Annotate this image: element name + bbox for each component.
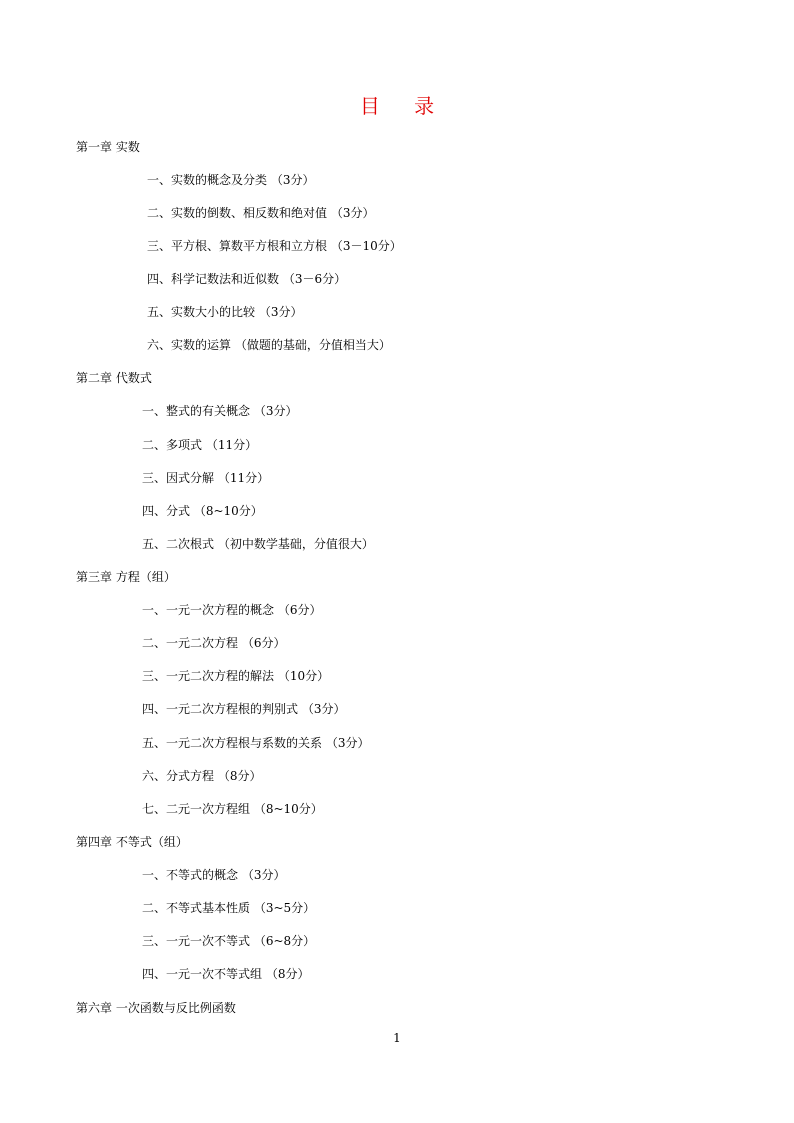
toc-item: 二、不等式基本性质 （3~5分） xyxy=(142,901,316,915)
page-number: 1 xyxy=(393,1031,401,1045)
chapter-heading: 第四章 不等式（组） xyxy=(76,835,188,849)
page-title: 目 录 xyxy=(359,94,449,118)
toc-item: 五、一元二次方程根与系数的关系 （3分） xyxy=(142,736,370,750)
toc-item: 四、一元二次方程根的判别式 （3分） xyxy=(142,702,346,716)
toc-item: 四、科学记数法和近似数 （3－6分） xyxy=(147,272,347,286)
toc-item: 一、一元一次方程的概念 （6分） xyxy=(142,603,322,617)
chapter-heading: 第三章 方程（组） xyxy=(76,570,176,584)
toc-item: 一、整式的有关概念 （3分） xyxy=(142,404,298,418)
toc-item: 二、一元二次方程 （6分） xyxy=(142,636,286,650)
toc-item: 五、实数大小的比较 （3分） xyxy=(147,305,303,319)
toc-item: 六、分式方程 （8分） xyxy=(142,769,262,783)
toc-item: 三、一元一次不等式 （6~8分） xyxy=(142,934,316,948)
chapter-heading: 第六章 一次函数与反比例函数 xyxy=(76,1001,236,1015)
chapter-heading: 第一章 实数 xyxy=(76,140,140,154)
toc-item: 六、实数的运算 （做题的基础，分值相当大） xyxy=(147,338,391,352)
toc-item: 四、一元一次不等式组 （8分） xyxy=(142,967,310,981)
toc-item: 三、一元二次方程的解法 （10分） xyxy=(142,669,330,683)
toc-item: 五、二次根式 （初中数学基础，分值很大） xyxy=(142,537,374,551)
toc-item: 二、多项式 （11分） xyxy=(142,438,258,452)
toc-item: 四、分式 （8~10分） xyxy=(142,504,263,518)
toc-item: 三、平方根、算数平方根和立方根 （3－10分） xyxy=(147,239,402,253)
toc-item: 一、实数的概念及分类 （3分） xyxy=(147,173,315,187)
toc-item: 七、二元一次方程组 （8~10分） xyxy=(142,802,323,816)
toc-item: 一、不等式的概念 （3分） xyxy=(142,868,286,882)
toc-item: 二、实数的倒数、相反数和绝对值 （3分） xyxy=(147,206,375,220)
chapter-heading: 第二章 代数式 xyxy=(76,371,152,385)
toc-item: 三、因式分解 （11分） xyxy=(142,471,270,485)
